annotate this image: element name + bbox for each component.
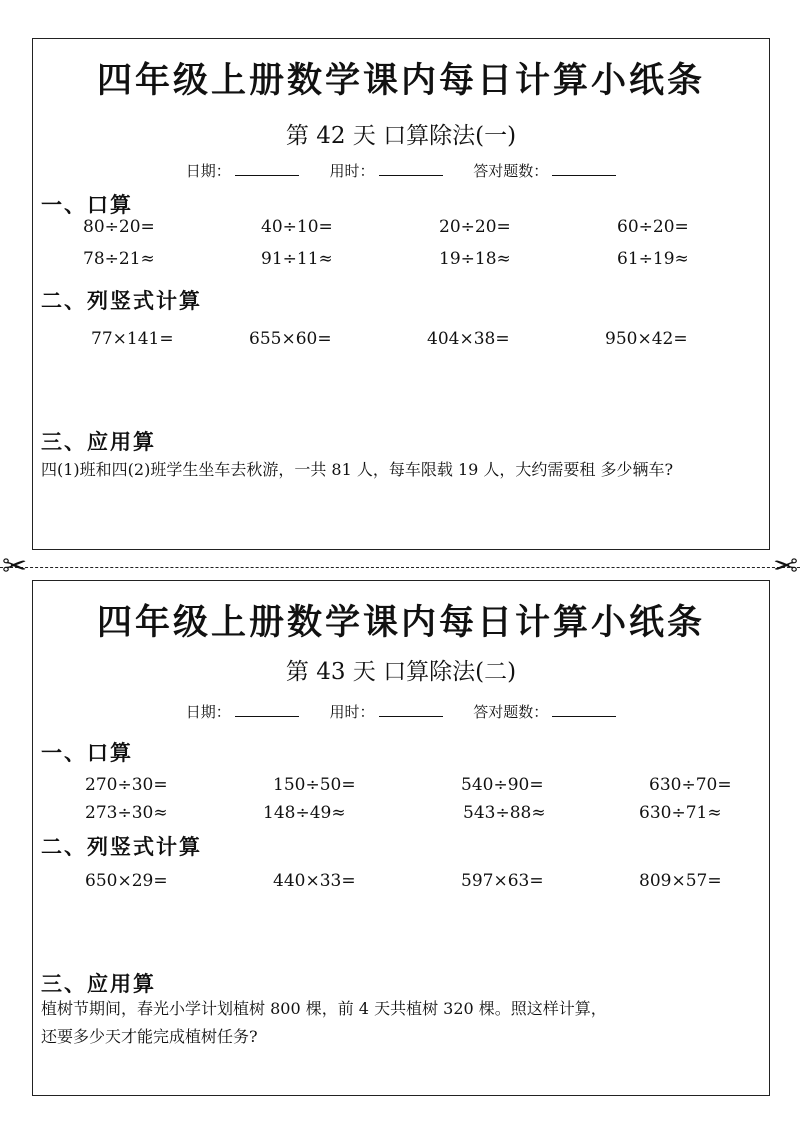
score-blank [552, 702, 616, 717]
vertical-problem: 655×60= [249, 329, 332, 349]
oral-problem: 543÷88≈ [463, 803, 546, 823]
word-problem-line: 还要多少天才能完成植树任务? [41, 1027, 258, 1046]
worksheet-card-day43 [32, 580, 770, 1096]
oral-problem: 80÷20= [83, 217, 155, 237]
lesson-subtitle: 第 43 天 口算除法(二) [285, 659, 517, 685]
time-blank [379, 161, 443, 176]
vertical-problem: 597×63= [461, 871, 544, 891]
section-vertical: 二、列竖式计算 [41, 289, 202, 313]
meta-row [33, 160, 769, 181]
card-title: 四年级上册数学课内每日计算小纸条 [96, 603, 705, 643]
vertical-problem: 950×42= [605, 329, 688, 349]
oral-problem: 150÷50= [273, 775, 356, 795]
oral-problem: 40÷10= [261, 217, 333, 237]
vertical-problem: 650×29= [85, 871, 168, 891]
section-application: 三、应用算 [41, 430, 156, 454]
section-vertical: 二、列竖式计算 [41, 835, 202, 859]
date-label: 日期： [185, 162, 231, 180]
worksheet-card-day42 [32, 38, 770, 550]
date-label: 日期： [185, 703, 231, 721]
oral-problem: 60÷20= [617, 217, 689, 237]
vertical-problem: 77×141= [91, 329, 174, 349]
section-oral: 一、口算 [41, 193, 133, 217]
score-blank [552, 161, 616, 176]
word-problem [41, 995, 761, 1051]
section-oral: 一、口算 [41, 741, 133, 765]
vertical-problem: 809×57= [639, 871, 722, 891]
scissors-icon: ✂ [772, 549, 798, 584]
word-problem: 四(1)班和四(2)班学生坐车去秋游，一共 81 人，每车限载 19 人，大约需要租 多少辆车? [41, 460, 674, 479]
oral-problem: 20÷20= [439, 217, 511, 237]
score-label: 答对题数： [473, 162, 549, 180]
time-label: 用时： [329, 162, 375, 180]
oral-problem: 78÷21≈ [83, 249, 155, 269]
cut-line [0, 567, 800, 568]
oral-problem: 91÷11≈ [261, 249, 333, 269]
vertical-problem: 440×33= [273, 871, 356, 891]
meta-row [33, 701, 769, 722]
date-blank [235, 702, 299, 717]
oral-problem: 540÷90= [461, 775, 544, 795]
oral-problem: 273÷30≈ [85, 803, 168, 823]
date-blank [235, 161, 299, 176]
oral-problem: 148÷49≈ [263, 803, 346, 823]
time-blank [379, 702, 443, 717]
score-label: 答对题数： [473, 703, 549, 721]
oral-problem: 61÷19≈ [617, 249, 689, 269]
oral-problem: 630÷70= [649, 775, 732, 795]
time-label: 用时： [329, 703, 375, 721]
card-title: 四年级上册数学课内每日计算小纸条 [96, 61, 705, 101]
scissors-icon: ✂ [2, 549, 28, 584]
oral-problem: 19÷18≈ [439, 249, 511, 269]
oral-problem: 630÷71≈ [639, 803, 722, 823]
lesson-subtitle: 第 42 天 口算除法(一) [285, 123, 517, 149]
vertical-problem: 404×38= [427, 329, 510, 349]
section-application: 三、应用算 [41, 972, 156, 996]
oral-problem: 270÷30= [85, 775, 168, 795]
word-problem-line: 植树节期间，春光小学计划植树 800 棵，前 4 天共植树 320 棵。照这样计算， [41, 999, 607, 1018]
